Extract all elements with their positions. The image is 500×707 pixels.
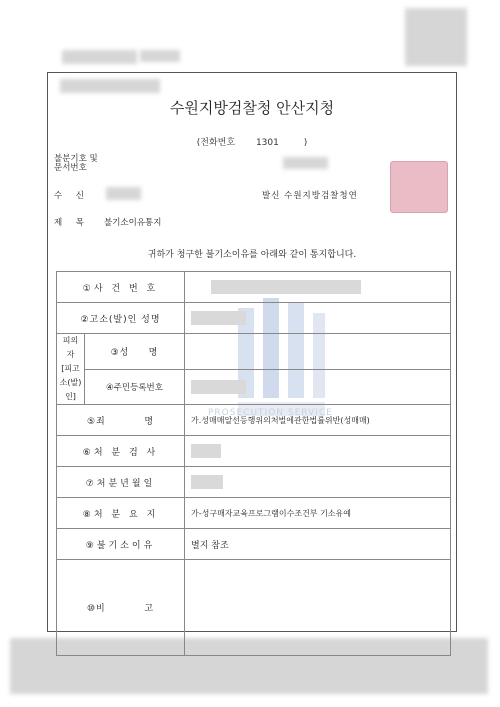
- table-row: [57, 334, 451, 370]
- complainant-label: ②고소(발)인 성명: [57, 303, 185, 334]
- prosecutor-value: [185, 436, 451, 467]
- rrn-label: ④주민등록번호: [85, 369, 185, 405]
- doc-number-label: [54, 155, 98, 173]
- rrn-value: [185, 369, 451, 405]
- redacted-complainant: [191, 311, 246, 325]
- name-value: [185, 334, 451, 370]
- disposition-value: 가-성구매자교육프로그램이수조건부 기소유예: [185, 498, 451, 529]
- redacted-recipient: [106, 187, 141, 200]
- redacted-corner-top-right: [405, 8, 467, 66]
- reason-label: ⑨불기소이유: [57, 529, 185, 560]
- charge-value: 가.성매매알선등행위의처벌에관한법률위반(성매매): [185, 405, 451, 436]
- table-row: [57, 303, 451, 334]
- redacted-date: [191, 475, 223, 489]
- date-value: [185, 467, 451, 498]
- subject-label: 제 목: [54, 218, 84, 228]
- table-row: [57, 498, 451, 529]
- suspect-label-line1: 피의자: [62, 336, 79, 359]
- table-row: [57, 467, 451, 498]
- watermark-text: PROSECUTION SERVICE: [208, 408, 333, 418]
- table-row: [57, 369, 451, 405]
- suspect-label-line2: [피고소(발)인]: [59, 364, 82, 401]
- phone-number: 1301: [255, 138, 279, 148]
- prosecutor-label: ⑥처 분 검 사: [57, 436, 185, 467]
- doc-number-label-line1: 불분기호 및: [54, 154, 98, 164]
- disposition-label: ⑧처 분 요 지: [57, 498, 185, 529]
- case-number-value: [185, 272, 451, 303]
- recipient-label: 수 신: [54, 191, 84, 201]
- date-label: ⑦처분년월일: [57, 467, 185, 498]
- intro-text: 귀하가 청구한 불기소이유를 아래와 같이 통지합니다.: [147, 250, 357, 260]
- phone-close: ): [303, 138, 308, 148]
- complainant-value: [185, 303, 451, 334]
- redacted-header-left: [62, 50, 137, 64]
- table-row: [57, 529, 451, 560]
- notice-table: [56, 271, 451, 656]
- redacted-top-line: [60, 79, 160, 93]
- redacted-rrn: [191, 380, 246, 394]
- phone-label: (전화번호: [196, 138, 236, 148]
- charge-label: ⑤죄 명: [57, 405, 185, 436]
- name-label: ③성 명: [85, 334, 185, 370]
- subject: 불기소이유통지: [104, 218, 162, 228]
- table-row: [57, 436, 451, 467]
- document-title: 수원지방검찰청 안산지청: [169, 99, 335, 117]
- doc-number-label-line2: 문서번호: [54, 163, 87, 173]
- phone-line: [48, 135, 456, 148]
- remarks-value: [185, 560, 451, 656]
- official-seal-stamp: [390, 161, 448, 213]
- case-number-label: ①사 건 번 호: [57, 272, 185, 303]
- notice-document: [47, 72, 457, 632]
- table-row: [57, 560, 451, 656]
- suspect-label: [57, 334, 85, 405]
- redacted-doc-number: [283, 157, 328, 169]
- table-row: [57, 272, 451, 303]
- redacted-header-mid: [140, 50, 180, 62]
- reason-value: 별지 참조: [185, 529, 451, 560]
- table-row: [57, 405, 451, 436]
- redacted-case-number: [211, 280, 361, 294]
- sender: 발신 수원지방검찰청연: [262, 191, 358, 201]
- remarks-label: ⑩비 고: [57, 560, 185, 656]
- redacted-prosecutor: [191, 444, 221, 458]
